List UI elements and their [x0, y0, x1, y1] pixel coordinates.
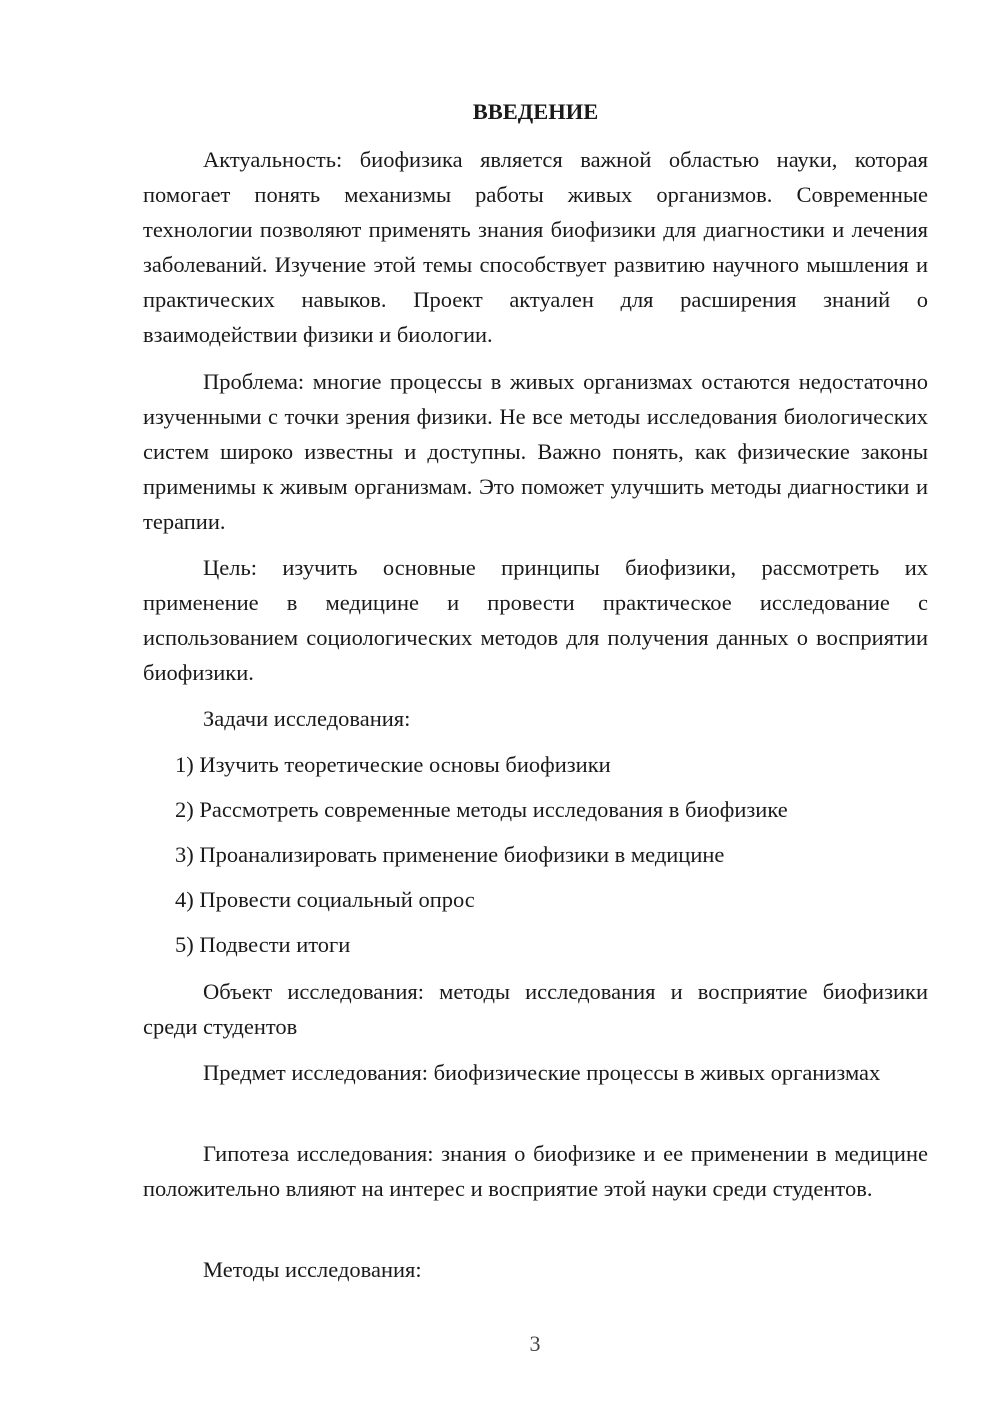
task-item: 4) Провести социальный опрос — [175, 887, 475, 912]
task-item: 3) Проанализировать применение биофизики в медицине — [175, 842, 725, 867]
hypothesis-paragraph: Гипотеза исследования: знания о биофизике и ее применении в медицине положительно влияют на интерес и восприятие этой науки среди студентов. — [143, 1141, 928, 1201]
subject-paragraph: Предмет исследования: биофизические процессы в живых организмах — [203, 1060, 881, 1085]
task-item: 5) Подвести итоги — [175, 932, 351, 957]
tasks-heading-block — [143, 701, 928, 736]
problem-paragraph-block — [143, 364, 928, 539]
task-item: 2) Рассмотреть современные методы исследования в биофизике — [175, 797, 788, 822]
relevance-paragraph: Актуальность: биофизика является важной областью науки, которая помогает понять механизмы работы живых организмов. Современные технологии позволяют применять знания биофизики для диагностики и лечения заболеваний. Изучение этой темы способствует развитию научного мышления и практических навыков. Проект актуален для расширения знаний о взаимодействии физики и биологии. — [143, 147, 928, 347]
goal-paragraph-block — [143, 550, 928, 690]
methods-heading: Методы исследования: — [203, 1257, 422, 1282]
page-number: 3 — [529, 1331, 541, 1356]
object-paragraph-block — [143, 974, 928, 1044]
methods-heading-block — [143, 1252, 928, 1287]
relevance-paragraph-block — [143, 142, 928, 352]
tasks-heading: Задачи исследования: — [203, 706, 411, 731]
hypothesis-paragraph-block — [143, 1136, 928, 1206]
section-title: ВВЕДЕНИЕ — [472, 99, 599, 124]
subject-paragraph-block — [143, 1055, 928, 1090]
goal-paragraph: Цель: изучить основные принципы биофизики, рассмотреть их применение в медицине и провести практическое исследование с использованием социологических методов для получения данных о восприятии биофизики. — [143, 555, 928, 685]
task-item: 1) Изучить теоретические основы биофизики — [175, 752, 611, 777]
object-paragraph: Объект исследования: методы исследования и восприятие биофизики среди студентов — [143, 979, 928, 1039]
problem-paragraph: Проблема: многие процессы в живых организмах остаются недостаточно изученными с точки зрения физики. Не все методы исследования биологических систем широко известны и доступны. Важно понять, как физические законы применимы к живым организмам. Это поможет улучшить методы диагностики и терапии. — [143, 369, 928, 534]
